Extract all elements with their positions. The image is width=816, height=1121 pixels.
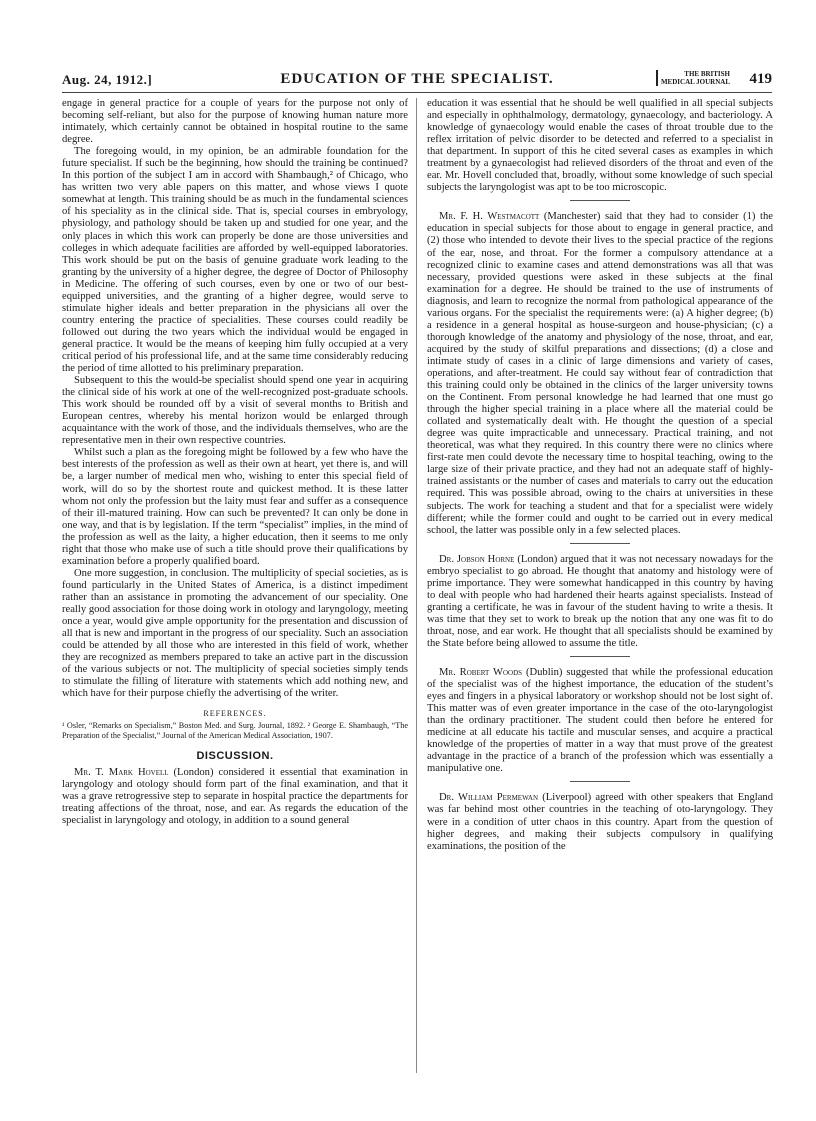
issue-date: Aug. 24, 1912.] <box>62 72 153 87</box>
journal-name <box>656 70 730 86</box>
speaker-paragraph <box>427 211 773 536</box>
speaker-name: Mr. Robert Woods <box>439 667 523 679</box>
section-separator <box>570 200 630 201</box>
speaker-paragraph <box>427 792 773 852</box>
speaker-text: (London) argued that it was not necessary nowadays for the embryo specialist to go abroad. He thought that anatomy and histology were of prime importance. They were somewhat handicapped in this country by having to deal with people who had hardened their hearts against specialists. Instead of granting a certificate, he was in favour of the student having to write a thesis. It was time that they set to work to break up the notion that any one was fit to do throat, nose, and ear work. He thought that all specialists should be examined by the State before being allowed to assume the title. <box>427 553 773 649</box>
section-separator <box>570 543 630 544</box>
paragraph: The foregoing would, in my opinion, be an admirable foundation for the future specialist. If such be the beginning, how should the training be continued? In this portion of the subject I am in accord with Shambaugh,² of Chicago, who has written two very able papers on this matter, and whose views I quote somewhat at length. This training should be as much in the fundamental sciences of his speciality as in the clinical side. That is, special courses in embryology, physiology, and pathology should be taken up and studied for one year, and the only places in which this work can properly be done are those universities and colleges in which adequate facilities are afforded by well-equipped laboratories. This work should be put on the basis of genuine graduate work leading to the granting by the university of a higher degree, the degree of Doctor of Philosophy in Medicine. The offering of such courses, even by one or two of our best-equipped universities, and the granting of a higher degree, would serve to stimulate higher ideals and better preparation in the physicians all over the country entering the practice of specialities. These courses could readily be followed out during the two years which the individual would be engaged in general practice. It would be the means of keeping him fully occupied at a very critical period of his professional life, and at the same time considerably reducing the period of time allotted to his preliminary preparation. <box>62 146 408 375</box>
section-separator <box>570 656 630 657</box>
speaker-text: (Dublin) suggested that while the professional education of the specialist was of the highest importance, the education of the student’s eyes and fingers in a physical laboratory or workshop should not be lost sight of. This matter was of even greater importance in the case of the oto-laryngologist than the ordinary practitioner. The student could then before he entered for medicine at all educate his tactile and muscular senses, and acquire a practical knowledge of the properties of matter in a way that must prove of the greatest advantage in the practice of a branch of the profession which was essentially a manipulative one. <box>427 667 773 775</box>
speaker-text: (Manchester) said that they had to consider (1) the education in special subjects for those about to engage in general practice, and (2) those who intended to devote their lives to the special practice of the regions of the ear, nose, and throat. For the former a compulsory attendance at a recognized clinic to examine cases and attend demonstrations was all that was necessary, provided questions were asked in these subjects at the final examination for a degree. He should be trained to the use of instruments of diagnosis, and learn to recognize the normal from pathological appearance of the various organs. For the specialist the requirements were: (a) A higher degree; (b) a residence in a general hospital as house-surgeon and house-physician; (c) a thorough knowledge of the anatomy and physiology of the nose, throat, and ear, acquired by the study of skilful preparations and dissections; (d) a close and intimate study of cases in a clinic of large dimensions and variety of cases, operations, and after-treatment. He could say without fear of contradiction that this training could only be obtained in the clinics of the larger university towns on the Continent. From personal knowledge he had learned that one must go through the higher special training in a place where all the material could be collated and systematically dealt with. He thought the question of a special degree was quite impracticable and unnecessary. Practical training, and not theoretical, was what they required. In this country there were no clinics where first-rate men could devote the necessary time to hospital teaching, owing to the large size of their private practice, and they had not an adequate staff of highly-trained assistants or the number of cases and materials to carry out the education required. This was possible abroad, owing to the chairs at universities in these subjects. The work for teaching a student and that for a specialist were widely different; while the former could and ought to be carried out in every medical school, the latter was possible only in a few selected places. <box>427 211 773 536</box>
speaker-name: Dr. Jobson Horne <box>439 553 515 565</box>
journal-name-line2: MEDICAL JOURNAL <box>660 78 730 86</box>
speaker-text: (London) considered it essential that examination in laryngology and otology should form part of the final examination, and that it was a grave retrogressive step to separate in hospital practice the departments for treating affections of the throat, nose, and ear. As regards the education of the specialist in laryngology and otology, in addition to a sound general <box>62 767 408 827</box>
speaker-paragraph <box>62 767 408 827</box>
running-title: EDUCATION OF THE SPECIALIST. <box>280 71 554 87</box>
speaker-name: Mr. F. H. Westmacott <box>439 211 540 223</box>
speaker-name: Mr. T. Mark Hovell <box>74 767 169 779</box>
right-column <box>427 98 773 853</box>
paragraph: engage in general practice for a couple of years for the purpose not only of becoming self-reliant, but also for the purpose of knowing human nature more intimately, which certainly cannot be obtained in hospital routine to the same degree. <box>62 98 408 146</box>
paragraph: education it was essential that he should be well qualified in all special subjects and especially in ophthalmology, dermatology, gynaecology, and bacteriology. A knowledge of gynaecology would enable the cases of throat trouble due to the reflex irritation of pelvic disorder to be detected and referred to a specialist in that department. In support of this he cited several cases as examples in which treatment by a gynaecologist had relieved disorders of the throat and even of the ear. Mr. Hovell concluded that, broadly, without some knowledge of such special subjects the laryngologist was apt to be too microscopic. <box>427 98 773 194</box>
section-separator <box>570 781 630 782</box>
column-divider <box>416 98 417 1073</box>
paragraph: Whilst such a plan as the foregoing might be followed by a few who have the best interests of the profession as well as their own at heart, yet there is, and will be, a larger number of medical men who, wishing to enter this special field of work, will do so by the shortest route and quickest method. It is these latter whom not only the profession but the laity must fear and suffer as a consequence of their ill-matured training. How can such be prevented? It can only be done in one way, and that is by legislation. If the term “specialist” implies, in the mind of the profession as well as the laity, a higher education, then it seems to me only right that those who make use of such a title should prove their qualifications by examination before a properly qualified board. <box>62 447 408 567</box>
page-number: 419 <box>749 71 772 87</box>
discussion-heading: DISCUSSION. <box>196 750 274 763</box>
speaker-paragraph <box>427 667 773 775</box>
references-list: ¹ Osler, “Remarks on Specialism,” Boston Med. and Surg. Journal, 1892. ² George E. Shambaugh, “The Preparation of the Specialist,” Journal of the American Medical Association, 1907. <box>62 721 408 740</box>
left-column <box>62 98 408 827</box>
journal-name-line1: THE BRITISH <box>684 70 730 78</box>
paragraph: Subsequent to this the would-be specialist should spend one year in acquiring the clinical side of his work at one of the well-recognized post-graduate schools. This work should be rounded off by a visit of several months to British and European centres, whereby his mental horizon would be enlarged through acquaintance with the work of those, and the individuals themselves, who are the representative men in their own respective countries. <box>62 375 408 447</box>
references-heading: REFERENCES. <box>203 709 267 719</box>
paragraph: One more suggestion, in conclusion. The multiplicity of special societies, as is found particularly in the United States of America, is a distinct impediment rather than an assistance in promoting the advancement of our speciality. One really good association for those doing work in otology and laryngology, meeting once a year, would give ample opportunity for the presentation and discussion of all that is new and important in the progress of our speciality. Such an association could be attended by all those who are interested in this field of work, whether they are recognized as members prepared to take an active part in the discussion of the various subjects or not. The multiplicity of special societies simply tends to stimulate the filling of literature with statements which add nothing new, and which have for their purpose chiefly the advertising of the writer. <box>62 567 408 700</box>
speaker-paragraph <box>427 554 773 650</box>
page-header <box>62 70 772 93</box>
speaker-text: (Liverpool) agreed with other speakers that England was far behind most other countries in the teaching of oto-laryngology. They were in a condition of utter chaos in this country. Apart from the question of higher degrees, and making their subjects compulsory in qualifying examinations, the position of the <box>427 792 774 852</box>
speaker-name: Dr. William Permewan <box>439 792 539 804</box>
